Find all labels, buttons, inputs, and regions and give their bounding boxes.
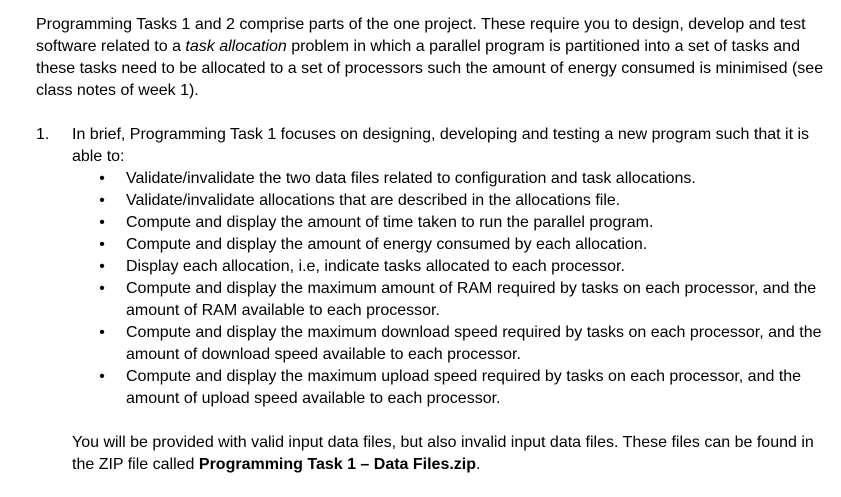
bullet-item — [99, 322, 826, 366]
bullet-icon: • — [99, 280, 105, 297]
bullet-icon: • — [99, 192, 105, 209]
bullet-icon: • — [99, 236, 105, 253]
numbered-item-1 — [36, 124, 826, 476]
bullet-text: Compute and display the amount of time taken to run the parallel program. — [126, 214, 654, 231]
bullet-item — [99, 278, 826, 322]
bullet-item — [99, 212, 826, 234]
bullet-text: Validate/invalidate the two data files related to configuration and task allocations. — [126, 170, 696, 187]
intro-text-end: problem in which a parallel program is partitioned into a set of tasks and these tasks need to be allocated to a set of processors such the amount of energy consumed is minimised (see class notes of week 1). — [36, 38, 824, 99]
bullet-text: Compute and display the maximum amount of RAM required by tasks on each processor, and the amount of RAM available to each processor. — [126, 280, 817, 319]
bullet-text: Compute and display the amount of energy consumed by each allocation. — [126, 236, 648, 253]
bullet-icon: • — [99, 258, 105, 275]
bullet-list — [72, 168, 826, 410]
intro-text-start: Programming Tasks 1 and 2 comprise parts of the one project. These require you to design, develop and test software related to a — [36, 16, 806, 55]
document-body — [36, 14, 826, 476]
bullet-text: Compute and display the maximum download speed required by tasks on each processor, and the amount of download speed available to each processor. — [126, 324, 822, 363]
bullet-item — [99, 168, 826, 190]
closing-text-end: . — [476, 456, 481, 473]
closing-paragraph — [72, 432, 826, 476]
bullet-item — [99, 256, 826, 278]
bullet-icon: • — [99, 214, 105, 231]
bullet-item — [99, 190, 826, 212]
item-number: 1. — [36, 126, 50, 143]
intro-emphasis: task allocation — [185, 38, 287, 55]
item-lead-text: In brief, Programming Task 1 focuses on designing, developing and testing a new program such that it is able to: — [72, 126, 810, 165]
bullet-text: Compute and display the maximum upload speed required by tasks on each processor, and the amount of upload speed available to each processor. — [126, 368, 802, 407]
closing-text-start: You will be provided with valid input data files, but also invalid input data files. These files can be found in the ZIP file called — [72, 434, 814, 473]
zip-file-name: Programming Task 1 – Data Files.zip — [198, 456, 477, 473]
bullet-item — [99, 366, 826, 410]
bullet-icon: • — [99, 368, 105, 385]
bullet-icon: • — [99, 170, 105, 187]
bullet-text: Display each allocation, i.e, indicate tasks allocated to each processor. — [126, 258, 625, 275]
bullet-icon: • — [99, 324, 105, 341]
bullet-text: Validate/invalidate allocations that are described in the allocations file. — [126, 192, 621, 209]
intro-paragraph — [36, 14, 826, 102]
bullet-item — [99, 234, 826, 256]
